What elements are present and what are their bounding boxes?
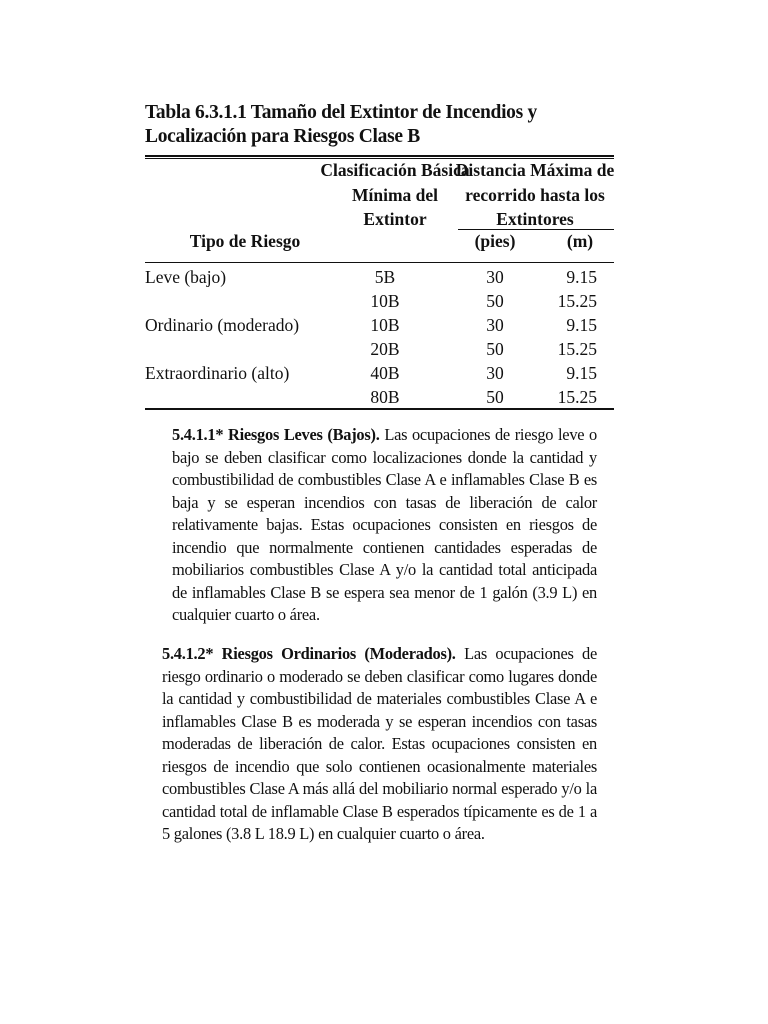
cell-pies: 50: [486, 291, 504, 311]
header-clasificacion: Clasificación Básica Mínima del Extintor: [320, 160, 470, 229]
table-row: [0, 385, 768, 409]
cell-tipo: Leve (bajo): [145, 267, 227, 287]
cell-tipo: Ordinario (moderado): [145, 315, 300, 335]
header-tipo: Tipo de Riesgo: [189, 231, 301, 251]
cell-m: 15.25: [557, 339, 597, 359]
cell-clasificacion: 5B: [374, 267, 396, 287]
cell-pies: 50: [486, 339, 504, 359]
section-body: Las ocupaciones de riesgo ordinario o moderado se deben clasificar como lugares donde la cantidad y combustibilidad de materiales combustibles Clase A e inflamables Clase B es moderada y se esperan incendios con tasas moderadas de liberación de calor. Estas ocupaciones consisten en riesgos de incendio que solo contienen ocasionalmente materiales combustibles Clase A más allá del mobiliario normal esperado y/o la cantidad total de inflamable Clase B esperados típicamente es de 1 a 5 galones (3.8 L 18.9 L) en cualquier cuarto o área.: [162, 644, 597, 843]
header-distancia: Distancia Máxima de recorrido hasta los Extintores: [455, 160, 615, 229]
cell-m: 15.25: [557, 291, 597, 311]
cell-pies: 30: [486, 267, 504, 287]
section-heading: 5.4.1.2* Riesgos Ordinarios (Moderados).: [162, 644, 465, 663]
cell-clasificacion: 20B: [370, 339, 400, 359]
section-body: Las ocupaciones de riesgo leve o bajo se deben clasificar como localizaciones donde la cantidad y combustibilidad de combustibles Clase A e inflamables Clase B es baja y se esperan incendios con tasas de liberación de calor relativamente bajas. Estas ocupaciones consisten en riesgos de incendio que normalmente contienen cantidades esperadas de mobiliarios combustibles Clase A y/o la cantidad total anticipada de inflamables Clase B se espera sea menor de 1 galón (3.9 L) en cualquier cuarto o área.: [172, 425, 597, 624]
table-top-rule: [145, 155, 614, 157]
table-title: Tabla 6.3.1.1 Tamaño del Extintor de Incendios y Localización para Riesgos Clase B: [145, 102, 537, 147]
cell-m: 9.15: [566, 267, 597, 287]
header-m: (m): [566, 231, 594, 251]
cell-clasificacion: 40B: [370, 363, 400, 383]
header-bottom-rule: [145, 262, 614, 263]
section-heading: 5.4.1.1* Riesgos Leves (Bajos).: [172, 425, 385, 444]
header-pies: (pies): [474, 231, 516, 251]
cell-pies: 50: [486, 387, 504, 407]
cell-m: 9.15: [566, 363, 597, 383]
cell-clasificacion: 10B: [370, 291, 400, 311]
table-row: [0, 265, 768, 289]
cell-tipo: Extraordinario (alto): [145, 363, 290, 383]
section-riesgos-leves: [172, 424, 597, 627]
cell-pies: 30: [486, 315, 504, 335]
table-row: [0, 289, 768, 313]
table-bottom-rule: [145, 408, 614, 410]
cell-m: 15.25: [557, 387, 597, 407]
section-riesgos-ordinarios: [162, 643, 597, 846]
table-row: [0, 361, 768, 385]
cell-clasificacion: 10B: [370, 315, 400, 335]
cell-clasificacion: 80B: [370, 387, 400, 407]
table-row: [0, 313, 768, 337]
cell-pies: 30: [486, 363, 504, 383]
table-row: [0, 337, 768, 361]
cell-m: 9.15: [566, 315, 597, 335]
